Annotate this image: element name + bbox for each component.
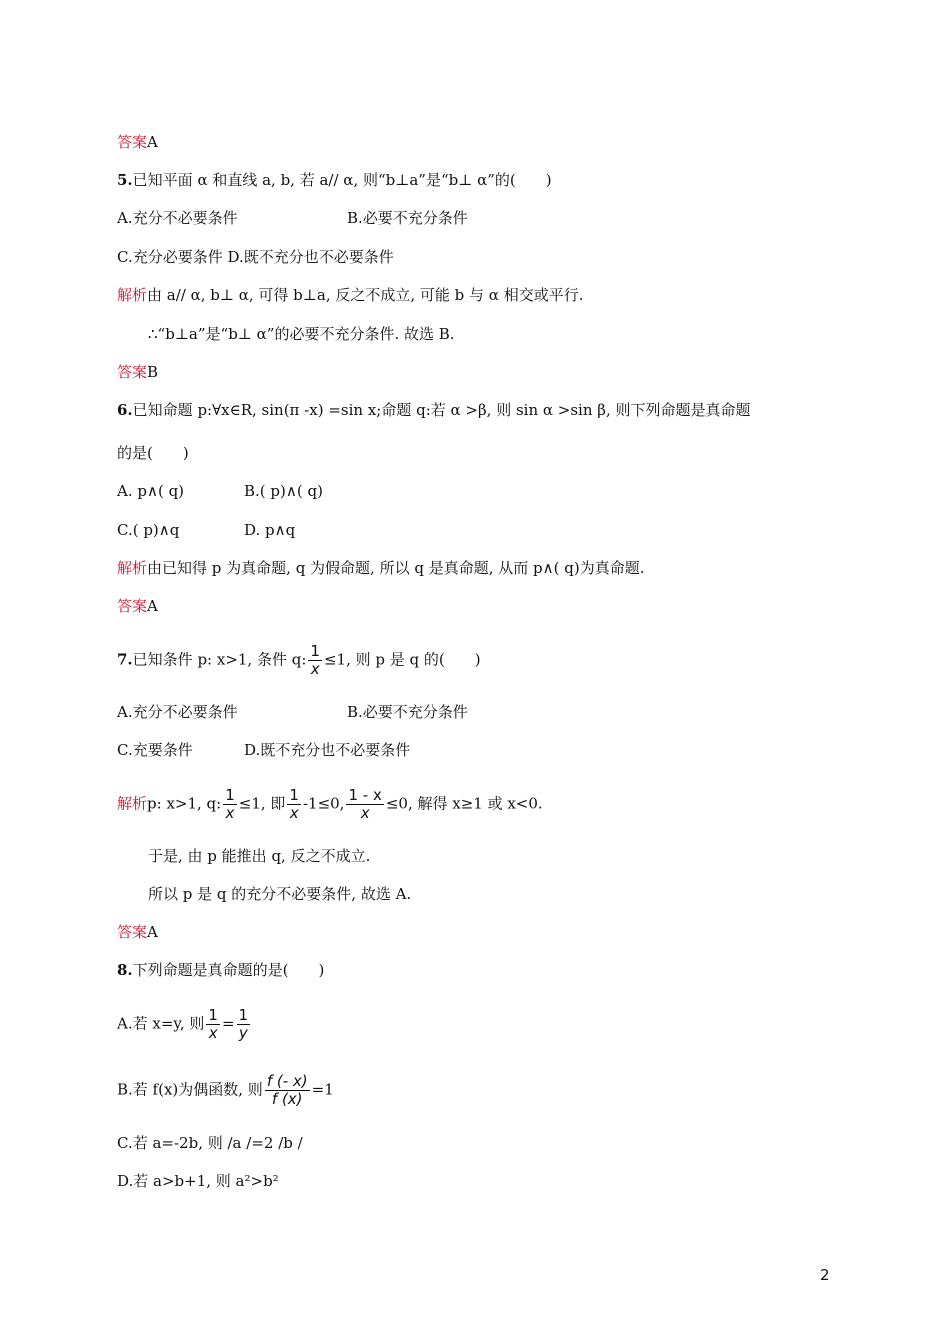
- fraction-denominator: x: [310, 660, 320, 678]
- fraction-denominator: y: [238, 1024, 248, 1042]
- q8-option-c: C.若 a=-2b, 则 /a /=2 /b /: [117, 1134, 303, 1152]
- fraction: [265, 1073, 310, 1108]
- fraction-denominator: x: [289, 804, 299, 822]
- fraction: [346, 787, 383, 822]
- fraction-denominator: f (x): [271, 1090, 303, 1108]
- fraction-numerator: 1: [208, 1006, 218, 1024]
- analysis-text: 由 a// α, b⊥ α, 可得 b⊥a, 反之不成立, 可能 b 与 α 相交或平行.: [147, 286, 584, 304]
- q8-option-a: [117, 1007, 252, 1042]
- fraction-numerator: f (- x): [266, 1072, 308, 1090]
- q7-options-cd: [117, 740, 411, 760]
- question-7: [117, 643, 481, 678]
- question-number: 7.: [117, 650, 133, 669]
- question-number: 8.: [117, 961, 133, 979]
- answer-value: A: [147, 133, 158, 151]
- fraction: [287, 787, 301, 822]
- option-d: D.既不充分也不必要条件: [244, 741, 411, 759]
- option-b: B.( p)∧( q): [244, 482, 323, 500]
- question-8: [117, 960, 324, 980]
- answer-label: 答案: [117, 133, 148, 151]
- analysis-text: 由已知得 p 为真命题, q 为假命题, 所以 q 是真命题, 从而 p∧( q)为真命题.: [147, 559, 645, 577]
- q5-options-ab: [117, 208, 468, 228]
- answer-label: 答案: [117, 363, 148, 381]
- fraction-numerator: 1: [310, 642, 320, 660]
- page-number: 2: [820, 1266, 830, 1284]
- fraction-numerator: 1: [225, 786, 235, 804]
- q7-options-ab: [117, 702, 468, 722]
- q7-answer: [117, 922, 158, 942]
- option-b: B.必要不充分条件: [347, 703, 468, 721]
- analysis-label: 解析: [117, 794, 148, 813]
- q5-conclusion: ∴“b⊥a”是“b⊥ α”的必要不充分条件. 故选 B.: [148, 325, 455, 343]
- answer-value: A: [147, 597, 158, 615]
- question-text: 已知命题 p:∀x∈R, sin(π -x) =sin x;命题 q:若 α >β, 则 sin α >sin β, 则下列命题是真命题: [132, 401, 751, 419]
- option-b-text: =1: [311, 1080, 334, 1099]
- question-6: [117, 400, 751, 420]
- option-a-text: A.若 x=y, 则: [117, 1014, 205, 1033]
- analysis-text: ≤1, 即: [238, 794, 286, 813]
- fraction-numerator: 1: [289, 786, 299, 804]
- fraction: [308, 643, 322, 678]
- question-number: 6.: [117, 401, 133, 419]
- option-c: C.( p)∧q: [117, 521, 180, 539]
- answer-value: A: [147, 923, 158, 941]
- question-6-cont: 的是( ): [117, 444, 189, 462]
- fraction: [223, 787, 237, 822]
- option-a: A.充分不必要条件: [117, 703, 238, 721]
- analysis-text: p: x>1, q:: [147, 794, 222, 813]
- option-d: D. p∧q: [244, 521, 296, 539]
- question-text: 下列命题是真命题的是( ): [132, 961, 325, 979]
- fraction-numerator: 1 - x: [348, 786, 382, 804]
- q6-analysis: [117, 558, 644, 578]
- answer-line-4: [117, 132, 158, 152]
- question-text-post: ≤1, 则 p 是 q 的( ): [323, 650, 481, 669]
- q6-options-cd: [117, 520, 296, 540]
- answer-label: 答案: [117, 597, 148, 615]
- q5-options-cd: C.充分必要条件 D.既不充分也不必要条件: [117, 248, 394, 266]
- fraction-denominator: x: [208, 1024, 218, 1042]
- q7-analysis-line2: 于是, 由 p 能推出 q, 反之不成立.: [148, 847, 371, 865]
- analysis-label: 解析: [117, 559, 148, 577]
- question-text: 已知平面 α 和直线 a, b, 若 a// α, 则“b⊥a”是“b⊥ α”的( ): [132, 171, 552, 189]
- q8-option-b: [117, 1073, 334, 1108]
- answer-value: B: [147, 363, 159, 381]
- analysis-text: -1≤0,: [302, 794, 345, 813]
- answer-label: 答案: [117, 923, 148, 941]
- fraction: [206, 1007, 220, 1042]
- fraction: [237, 1007, 251, 1042]
- q8-option-d: D.若 a>b+1, 则 a²>b²: [117, 1172, 279, 1190]
- q5-analysis: [117, 285, 583, 305]
- question-text-pre: 已知条件 p: x>1, 条件 q:: [132, 650, 307, 669]
- option-b: B.必要不充分条件: [347, 209, 468, 227]
- option-a: A. p∧( q): [117, 482, 185, 500]
- q6-options-ab: [117, 481, 323, 501]
- question-5: [117, 170, 552, 190]
- question-number: 5.: [117, 171, 133, 189]
- fraction-denominator: x: [360, 804, 370, 822]
- equals-sign: =: [221, 1014, 235, 1033]
- option-c: C.充要条件: [117, 741, 193, 759]
- option-b-text: B.若 f(x)为偶函数, 则: [117, 1080, 263, 1099]
- q6-answer: [117, 596, 158, 616]
- q7-analysis: [117, 787, 543, 822]
- fraction-numerator: 1: [238, 1006, 249, 1024]
- option-a: A.充分不必要条件: [117, 209, 238, 227]
- analysis-label: 解析: [117, 286, 148, 304]
- q5-answer: [117, 362, 158, 382]
- q7-analysis-line3: 所以 p 是 q 的充分不必要条件, 故选 A.: [148, 885, 412, 903]
- fraction-denominator: x: [225, 804, 235, 822]
- analysis-text: ≤0, 解得 x≥1 或 x<0.: [385, 794, 543, 813]
